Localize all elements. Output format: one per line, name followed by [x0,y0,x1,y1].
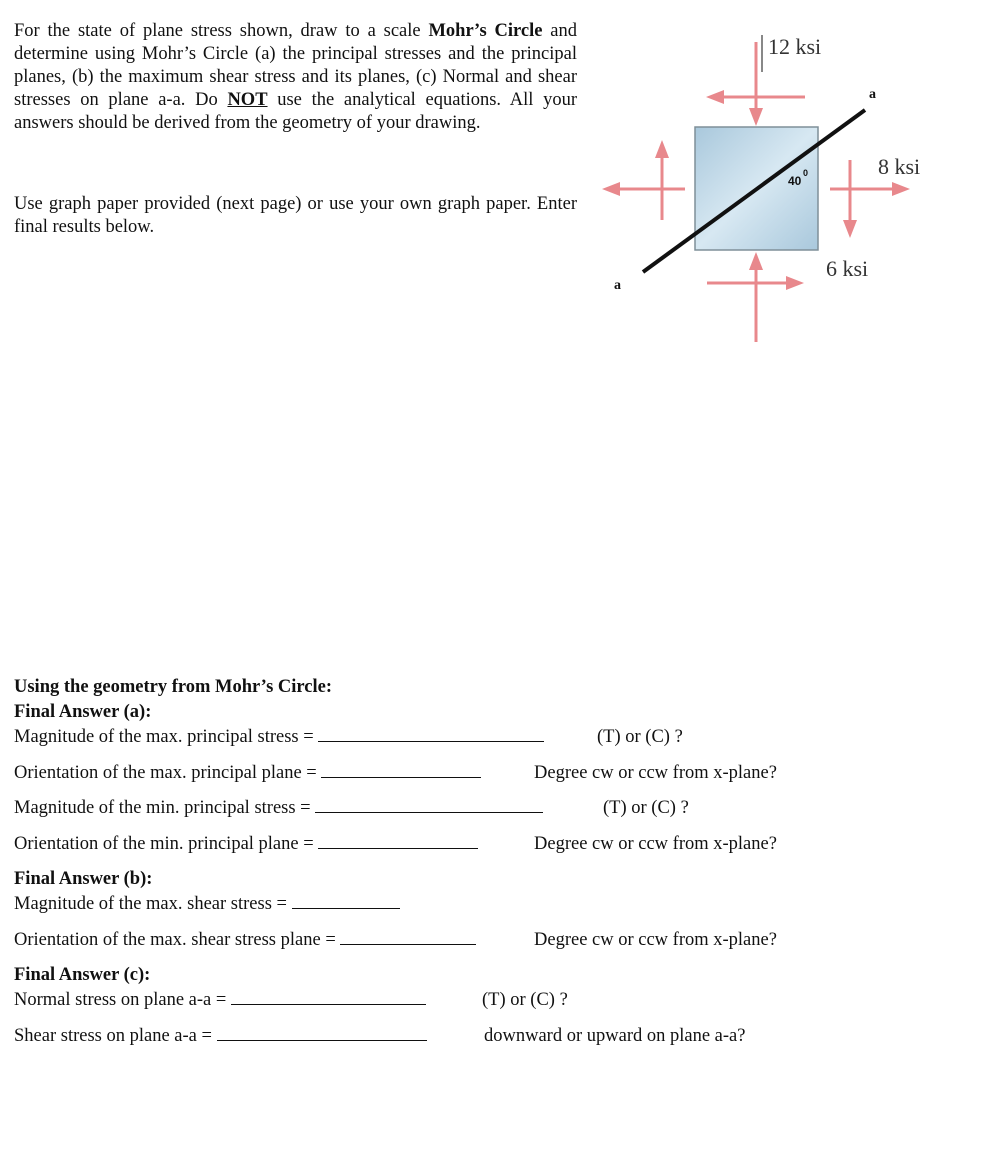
max-shear-label: Magnitude of the max. shear stress = [14,894,287,914]
arrow-top-normal [749,42,763,126]
label-12-ksi: 12 ksi [768,34,822,59]
intro-not-emphasis: NOT [227,90,268,110]
min-principal-label: Magnitude of the min. principal stress = [14,798,311,818]
max-principal-note: (T) or (C) ? [597,727,683,747]
max-principal-row [14,726,544,748]
max-plane-row [14,762,481,784]
min-plane-row [14,833,478,855]
max-shear-row [14,893,400,915]
instructions: Use graph paper provided (next page) or use your own graph paper. Enter final results below. [14,194,577,237]
arrow-right-normal [830,182,910,196]
max-plane-note: Degree cw or ccw from x-plane? [534,763,777,783]
normal-aa-note: (T) or (C) ? [482,990,568,1010]
label-8-ksi: 8 ksi [878,154,921,179]
label-6-ksi: 6 ksi [826,256,869,281]
min-principal-note: (T) or (C) ? [603,798,689,818]
normal-aa-blank[interactable] [231,989,426,1005]
answer-b-title: Final Answer (b): [14,869,153,889]
min-plane-blank[interactable] [318,833,478,849]
answers-section-title: Using the geometry from Mohr’s Circle: [14,677,332,697]
arrow-left-shear [655,140,669,220]
angle-degree: 0 [803,168,809,178]
max-principal-blank[interactable] [318,726,544,742]
angle-label: 40 [788,174,802,188]
stress-element-diagram [590,20,970,360]
max-shear-plane-label: Orientation of the max. shear stress plane = [14,930,336,950]
shear-aa-label: Shear stress on plane a-a = [14,1026,212,1046]
arrow-right-shear [843,160,857,238]
max-shear-blank[interactable] [292,893,400,909]
arrow-bottom-normal [749,252,763,342]
intro-text-3: use the analytical equations. All your answers should be derived from the geometry of your drawing. [14,90,577,133]
plane-label-bottom: a [614,278,621,293]
normal-aa-label: Normal stress on plane a-a = [14,990,227,1010]
max-shear-plane-row [14,929,476,951]
arrow-left-normal [602,182,685,196]
answer-c-title: Final Answer (c): [14,965,151,985]
plane-label-top: a [869,87,876,102]
min-plane-label: Orientation of the min. principal plane = [14,834,314,854]
max-plane-blank[interactable] [321,762,481,778]
max-shear-plane-blank[interactable] [340,929,476,945]
max-shear-plane-note: Degree cw or ccw from x-plane? [534,930,777,950]
intro-text-2: and determine using Mohr’s Circle (a) the principal stresses and the principal planes, (b) the maximum shear stress and its planes, (c) Normal and shear stresses on plane a-a. Do [14,21,577,110]
min-principal-row [14,797,543,819]
max-principal-label: Magnitude of the max. principal stress = [14,727,314,747]
shear-aa-blank[interactable] [217,1025,427,1041]
normal-aa-row [14,989,426,1011]
answer-a-title: Final Answer (a): [14,702,152,722]
min-plane-note: Degree cw or ccw from x-plane? [534,834,777,854]
shear-aa-note: downward or upward on plane a-a? [484,1026,746,1046]
intro-text-1: For the state of plane stress shown, draw to a scale [14,21,429,41]
intro-mohr-bold: Mohr’s Circle [428,21,543,41]
problem-statement [14,20,577,135]
min-principal-blank[interactable] [315,797,543,813]
max-plane-label: Orientation of the max. principal plane = [14,763,317,783]
shear-aa-row [14,1025,427,1047]
